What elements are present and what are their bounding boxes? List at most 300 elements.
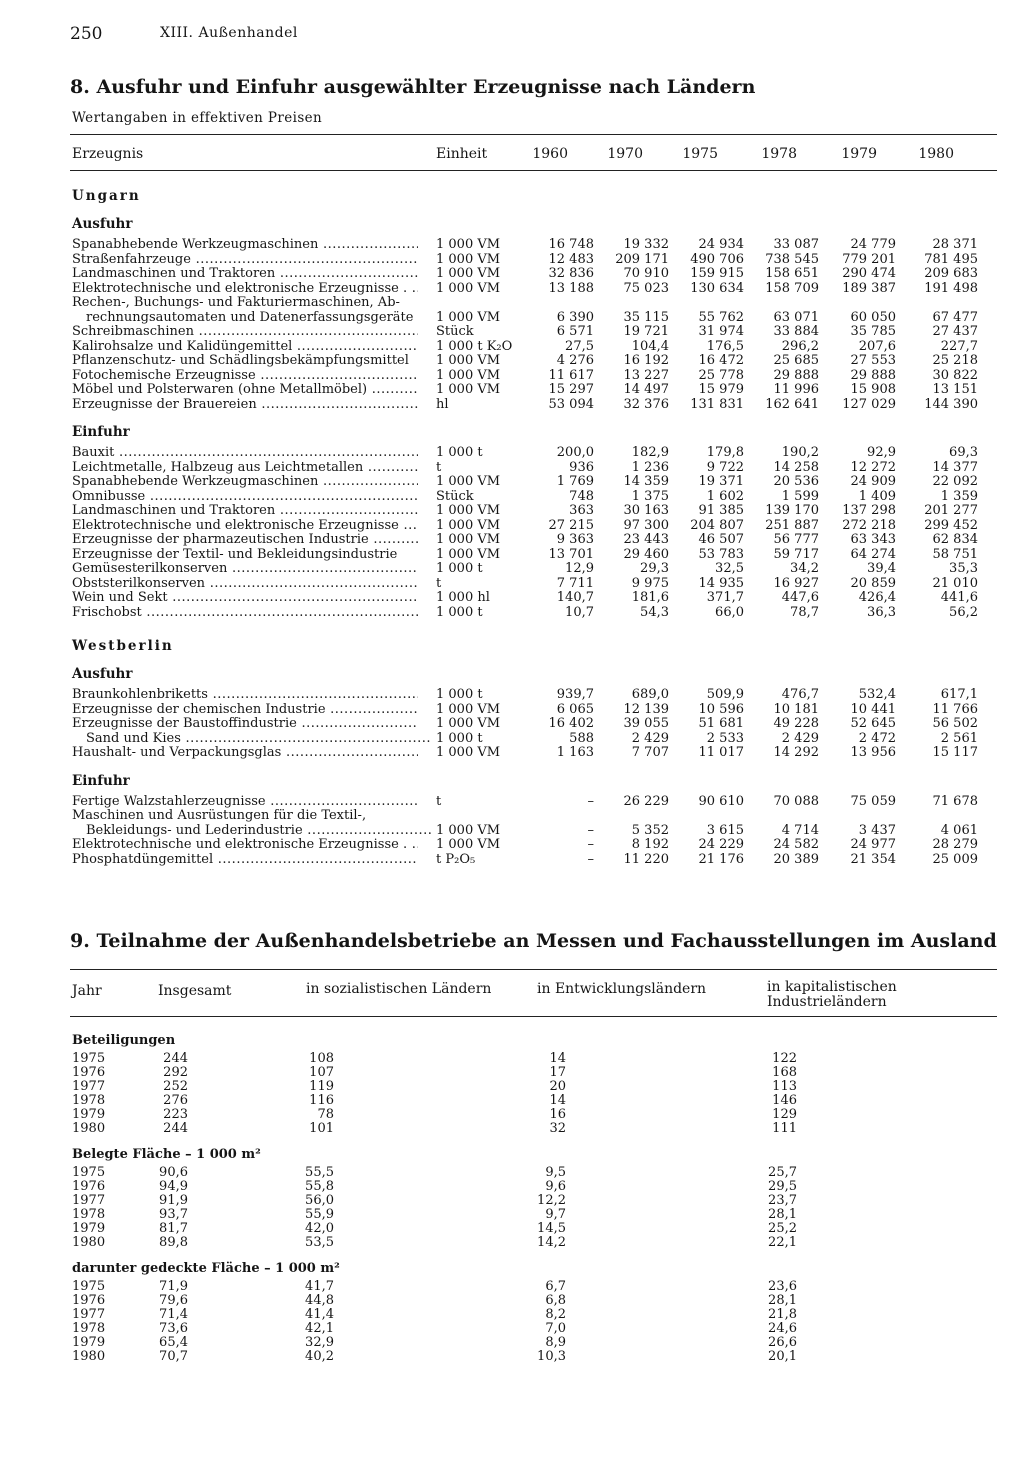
- flow-heading: Einfuhr: [72, 772, 130, 789]
- product-name: Haushalt- und Verpackungsglas .....: [72, 746, 418, 761]
- unit: 1 000 VM: [436, 716, 501, 731]
- value-cell: 29,3: [640, 561, 669, 576]
- value-cell: 24 582: [773, 837, 819, 852]
- value-cell: 14: [549, 1051, 566, 1066]
- unit: t P₂O₅: [436, 851, 476, 867]
- value-cell: 252: [163, 1079, 188, 1094]
- value-cell: 70 910: [623, 266, 669, 281]
- table-row: [0, 1180, 1024, 1194]
- value-cell: 2 561: [940, 730, 978, 746]
- value-cell: 32: [549, 1121, 566, 1136]
- table-row: [0, 533, 1024, 548]
- value-cell: 363: [569, 503, 594, 518]
- unit: 1 000 hl: [436, 590, 490, 605]
- table-row: [0, 1066, 1024, 1080]
- value-cell: 35,3: [949, 561, 978, 576]
- product-name: Phosphatdüngemittel .....: [72, 853, 418, 868]
- table8-col-product: Erzeugnis: [72, 146, 144, 162]
- value-cell: 39 055: [623, 716, 669, 731]
- value-cell: 101: [309, 1121, 334, 1136]
- table-row: [0, 311, 1024, 326]
- value-cell: 1 163: [556, 745, 594, 760]
- value-cell: 139 170: [765, 503, 819, 518]
- value-cell: 936: [569, 459, 594, 475]
- value-cell: 617,1: [940, 687, 978, 702]
- value-cell: 1 409: [858, 488, 896, 504]
- year-cell: 1979: [72, 1221, 106, 1236]
- unit: 1 000 VM: [436, 745, 501, 760]
- table8-col-year: 1978: [761, 146, 797, 162]
- year-cell: 1977: [72, 1193, 106, 1208]
- table-row: [0, 1094, 1024, 1108]
- value-cell: 276: [163, 1093, 188, 1108]
- value-cell: 71 678: [932, 793, 978, 809]
- value-cell: 20: [549, 1079, 566, 1094]
- value-cell: 509,9: [706, 687, 744, 702]
- value-cell: 27 437: [932, 324, 978, 339]
- value-cell: 207,6: [858, 338, 896, 354]
- value-cell: 44,8: [305, 1293, 334, 1308]
- value-cell: 29 460: [623, 546, 669, 562]
- value-cell: 6 390: [556, 309, 594, 325]
- product-name: Braunkohlenbriketts .....: [72, 688, 418, 703]
- value-cell: 32,5: [715, 561, 744, 576]
- value-cell: 223: [163, 1107, 188, 1122]
- product-name: Spanabhebende Werkzeugmaschinen .....: [72, 475, 418, 490]
- table8-header-rule: [70, 170, 997, 171]
- value-cell: 46 507: [698, 532, 744, 547]
- value-cell: 10,3: [537, 1349, 566, 1364]
- value-cell: 28 371: [932, 237, 978, 252]
- value-cell: 56 502: [932, 716, 978, 731]
- value-cell: 6 065: [556, 701, 594, 717]
- value-cell: 24 934: [698, 237, 744, 252]
- value-cell: 140,7: [556, 590, 594, 605]
- value-cell: 28,1: [768, 1293, 797, 1308]
- value-cell: 11 996: [773, 382, 819, 397]
- value-cell: 182,9: [631, 445, 669, 460]
- table-row: [0, 853, 1024, 868]
- year-cell: 1976: [72, 1293, 106, 1308]
- value-cell: 10,7: [565, 604, 594, 620]
- value-cell: 14 359: [623, 474, 669, 489]
- table-row: [0, 490, 1024, 505]
- country-heading: Ungarn: [72, 188, 141, 204]
- table-row: [0, 795, 1024, 810]
- table-row: [0, 824, 1024, 839]
- table-row: [0, 461, 1024, 476]
- year-cell: 1975: [72, 1051, 106, 1066]
- product-name: Erzeugnisse der Brauereien .....: [72, 398, 418, 413]
- table8-col-unit: Einheit: [436, 146, 488, 162]
- product-name: Elektrotechnische und elektronische Erzeugnisse . .....: [72, 838, 418, 853]
- value-cell: 30 163: [623, 503, 669, 518]
- table-row: [0, 1122, 1024, 1136]
- product-name: Erzeugnisse der Textil- und Bekleidungsindustrie: [72, 547, 398, 562]
- table-row: [0, 1294, 1024, 1308]
- unit: 1 000 VM: [436, 837, 501, 852]
- year-cell: 1979: [72, 1335, 106, 1350]
- table-row: [0, 398, 1024, 413]
- table-row: [0, 253, 1024, 268]
- table9-title: 9. Teilnahme der Außenhandelsbetriebe an Messen und Fachausstellungen im Ausland: [70, 930, 997, 952]
- value-cell: 146: [772, 1093, 797, 1108]
- table8-col-year: 1970: [607, 146, 643, 162]
- value-cell: 14 292: [773, 745, 819, 760]
- product-name: Fertige Walzstahlerzeugnisse .....: [72, 795, 418, 810]
- product-name: Erzeugnisse der chemischen Industrie .....: [72, 703, 418, 718]
- table-row: [0, 446, 1024, 461]
- value-cell: 14 935: [698, 575, 744, 591]
- value-cell: 476,7: [781, 687, 819, 702]
- table8-col-year: 1975: [682, 146, 718, 162]
- value-cell: 162 641: [765, 396, 819, 412]
- table-row: [0, 732, 1024, 747]
- value-cell: 107: [309, 1065, 334, 1080]
- value-cell: 34,2: [790, 561, 819, 576]
- value-cell: 7,0: [545, 1321, 566, 1336]
- value-cell: 32 376: [623, 396, 669, 412]
- product-name: Maschinen und Ausrüstungen für die Textil-,: [72, 809, 367, 823]
- value-cell: 9,6: [545, 1179, 566, 1194]
- table-row: [0, 1108, 1024, 1122]
- block-heading: Belegte Fläche – 1 000 m²: [72, 1147, 261, 1162]
- value-cell: 292: [163, 1065, 188, 1080]
- value-cell: 14,2: [537, 1235, 566, 1250]
- value-cell: 127 029: [842, 396, 896, 412]
- unit: 1 000 VM: [436, 474, 501, 489]
- value-cell: –: [587, 793, 594, 809]
- product-name: Bekleidungs- und Lederindustrie .....: [86, 824, 432, 839]
- value-cell: 5 352: [631, 822, 669, 838]
- unit: 1 000 VM: [436, 367, 501, 383]
- value-cell: 25 685: [773, 353, 819, 368]
- value-cell: 75 023: [623, 280, 669, 296]
- value-cell: 14,5: [537, 1221, 566, 1236]
- value-cell: 56,2: [949, 604, 978, 620]
- value-cell: 91 385: [698, 503, 744, 518]
- value-cell: 90,6: [159, 1165, 188, 1180]
- value-cell: 13 701: [548, 546, 594, 562]
- year-cell: 1980: [72, 1349, 106, 1364]
- value-cell: 20 389: [773, 851, 819, 867]
- table-row: [0, 519, 1024, 534]
- table-row: [0, 340, 1024, 355]
- value-cell: 158 651: [765, 266, 819, 281]
- value-cell: 52 645: [850, 716, 896, 731]
- value-cell: 22 092: [932, 474, 978, 489]
- unit: t: [436, 575, 442, 591]
- product-name: Omnibusse .....: [72, 490, 418, 505]
- unit: Stück: [436, 324, 474, 339]
- value-cell: 8,2: [545, 1307, 566, 1322]
- value-cell: 189 387: [842, 280, 896, 296]
- table9-col-year: Jahr: [72, 983, 102, 999]
- value-cell: 159 915: [690, 266, 744, 281]
- value-cell: 25,2: [768, 1221, 797, 1236]
- value-cell: 16 927: [773, 575, 819, 591]
- table9-col-capitalist-2: Industrieländern: [767, 994, 887, 1010]
- value-cell: 131 831: [690, 396, 744, 412]
- value-cell: 201 277: [924, 503, 978, 518]
- value-cell: 21 010: [932, 575, 978, 591]
- value-cell: 111: [772, 1121, 797, 1136]
- table-row: [0, 1052, 1024, 1066]
- unit: 1 000 t: [436, 604, 483, 620]
- value-cell: 53,5: [305, 1235, 334, 1250]
- value-cell: 63 343: [850, 532, 896, 547]
- value-cell: 108: [309, 1051, 334, 1066]
- value-cell: 78: [317, 1107, 334, 1122]
- value-cell: 3 437: [858, 822, 896, 838]
- value-cell: 12 272: [850, 459, 896, 475]
- table-row: [0, 577, 1024, 592]
- value-cell: 4 276: [556, 353, 594, 368]
- value-cell: 8,9: [545, 1335, 566, 1350]
- value-cell: 137 298: [842, 503, 896, 518]
- year-cell: 1979: [72, 1107, 106, 1122]
- value-cell: 15 117: [932, 745, 978, 760]
- value-cell: 69,3: [949, 445, 978, 460]
- block-heading: darunter gedeckte Fläche – 1 000 m²: [72, 1261, 340, 1276]
- value-cell: 53 783: [698, 546, 744, 562]
- value-cell: 17: [549, 1065, 566, 1080]
- year-cell: 1975: [72, 1279, 106, 1294]
- flow-heading: Einfuhr: [72, 424, 130, 440]
- value-cell: 79,6: [159, 1293, 188, 1308]
- product-name: Obststerilkonserven .....: [72, 577, 418, 592]
- table-row: [0, 591, 1024, 606]
- table8-title: 8. Ausfuhr und Einfuhr ausgewählter Erzeugnisse nach Ländern: [70, 76, 756, 98]
- value-cell: 41,7: [305, 1279, 334, 1294]
- value-cell: 70,7: [159, 1349, 188, 1364]
- product-name: Gemüsesterilkonserven .....: [72, 562, 418, 577]
- unit: 1 000 VM: [436, 353, 501, 368]
- value-cell: 42,0: [305, 1221, 334, 1236]
- product-name: Straßenfahrzeuge .....: [72, 253, 418, 268]
- value-cell: 70 088: [773, 793, 819, 809]
- value-cell: 54,3: [640, 604, 669, 620]
- value-cell: 209 683: [924, 266, 978, 281]
- value-cell: 29,5: [768, 1179, 797, 1194]
- value-cell: 426,4: [858, 590, 896, 605]
- value-cell: 56,0: [305, 1193, 334, 1208]
- value-cell: 35 785: [850, 324, 896, 339]
- value-cell: 25 218: [932, 353, 978, 368]
- unit: 1 000 t K₂O: [436, 338, 513, 354]
- value-cell: 21,8: [768, 1307, 797, 1322]
- product-name: Wein und Sekt .....: [72, 591, 418, 606]
- value-cell: 10 181: [773, 701, 819, 717]
- value-cell: 122: [772, 1051, 797, 1066]
- value-cell: 62 834: [932, 532, 978, 547]
- value-cell: 2 533: [706, 730, 744, 746]
- year-cell: 1980: [72, 1235, 106, 1250]
- value-cell: 179,8: [706, 445, 744, 460]
- product-name: rechnungsautomaten und Datenerfassungsgeräte: [86, 310, 414, 325]
- value-cell: 13 956: [850, 745, 896, 760]
- unit: 1 000 VM: [436, 517, 501, 533]
- product-name: Landmaschinen und Traktoren .....: [72, 267, 418, 282]
- value-cell: 67 477: [932, 309, 978, 325]
- value-cell: 19 332: [623, 237, 669, 252]
- value-cell: 532,4: [858, 687, 896, 702]
- value-cell: 21 354: [850, 851, 896, 867]
- value-cell: 11 017: [698, 745, 744, 760]
- table8-col-year: 1960: [532, 146, 568, 162]
- table-row: [0, 703, 1024, 718]
- value-cell: 32,9: [305, 1335, 334, 1350]
- value-cell: 2 429: [781, 730, 819, 746]
- value-cell: 11 766: [932, 701, 978, 717]
- table-row: [0, 475, 1024, 490]
- table-row: [0, 1222, 1024, 1236]
- value-cell: 36,3: [867, 604, 896, 620]
- product-name: Pflanzenschutz- und Schädlingsbekämpfungsmittel: [72, 354, 409, 368]
- table8-col-year: 1979: [841, 146, 877, 162]
- table-row: [0, 383, 1024, 398]
- value-cell: 181,6: [631, 590, 669, 605]
- value-cell: 3 615: [706, 822, 744, 838]
- value-cell: 24 229: [698, 837, 744, 852]
- value-cell: 42,1: [305, 1321, 334, 1336]
- unit: hl: [436, 396, 449, 412]
- value-cell: –: [587, 851, 594, 867]
- value-cell: 12,2: [537, 1193, 566, 1208]
- value-cell: 13 188: [548, 280, 594, 296]
- value-cell: 9,7: [545, 1207, 566, 1222]
- value-cell: 16 748: [548, 237, 594, 252]
- value-cell: 200,0: [556, 445, 594, 460]
- value-cell: 13 227: [623, 367, 669, 383]
- value-cell: 78,7: [790, 604, 819, 620]
- value-cell: 209 171: [615, 251, 669, 267]
- value-cell: 49 228: [773, 716, 819, 731]
- value-cell: 191 498: [924, 280, 978, 296]
- value-cell: 588: [569, 730, 594, 746]
- unit: t: [436, 459, 442, 475]
- value-cell: 20,1: [768, 1349, 797, 1364]
- value-cell: 73,6: [159, 1321, 188, 1336]
- unit: 1 000 VM: [436, 532, 501, 547]
- value-cell: 94,9: [159, 1179, 188, 1194]
- value-cell: 71,9: [159, 1279, 188, 1294]
- unit: 1 000 VM: [436, 251, 501, 267]
- page-number: 250: [70, 24, 103, 44]
- value-cell: 9 975: [631, 575, 669, 591]
- value-cell: 55,9: [305, 1207, 334, 1222]
- value-cell: 9 722: [706, 459, 744, 475]
- value-cell: 176,5: [706, 338, 744, 354]
- unit: 1 000 VM: [436, 822, 501, 838]
- value-cell: 4 714: [781, 822, 819, 838]
- value-cell: 371,7: [706, 590, 744, 605]
- value-cell: 26 229: [623, 793, 669, 809]
- table-row: [0, 688, 1024, 703]
- value-cell: 168: [772, 1065, 797, 1080]
- value-cell: 29 888: [773, 367, 819, 383]
- product-name: Möbel und Polsterwaren (ohne Metallmöbel) .....: [72, 383, 418, 398]
- value-cell: 75 059: [850, 793, 896, 809]
- value-cell: 55,5: [305, 1165, 334, 1180]
- table9-col-socialist: in sozialistischen Ländern: [306, 981, 492, 997]
- value-cell: 63 071: [773, 309, 819, 325]
- table-row: [0, 282, 1024, 297]
- unit: 1 000 t: [436, 687, 483, 702]
- value-cell: 144 390: [924, 396, 978, 412]
- value-cell: 251 887: [765, 517, 819, 533]
- value-cell: 2 472: [858, 730, 896, 746]
- value-cell: 66,0: [715, 604, 744, 620]
- value-cell: 60 050: [850, 309, 896, 325]
- value-cell: 14 258: [773, 459, 819, 475]
- year-cell: 1977: [72, 1079, 106, 1094]
- table-row: [0, 1208, 1024, 1222]
- unit: 1 000 VM: [436, 309, 501, 325]
- value-cell: 56 777: [773, 532, 819, 547]
- value-cell: 81,7: [159, 1221, 188, 1236]
- value-cell: 4 061: [940, 822, 978, 838]
- table-row: [0, 562, 1024, 577]
- value-cell: 30 822: [932, 367, 978, 383]
- table-row: [0, 1194, 1024, 1208]
- value-cell: 24 909: [850, 474, 896, 489]
- value-cell: 59 717: [773, 546, 819, 562]
- unit: 1 000 VM: [436, 237, 501, 252]
- table9-header-rule: [70, 1016, 997, 1017]
- value-cell: 11 617: [548, 367, 594, 383]
- value-cell: 16 472: [698, 353, 744, 368]
- value-cell: 272 218: [842, 517, 896, 533]
- value-cell: 738 545: [765, 251, 819, 267]
- value-cell: 39,4: [867, 561, 896, 576]
- value-cell: –: [587, 822, 594, 838]
- table-row: [0, 1236, 1024, 1250]
- year-cell: 1975: [72, 1165, 106, 1180]
- table-row: [0, 1080, 1024, 1094]
- value-cell: 26,6: [768, 1335, 797, 1350]
- value-cell: 6,7: [545, 1279, 566, 1294]
- table-row: [0, 1280, 1024, 1294]
- value-cell: 11 220: [623, 851, 669, 867]
- value-cell: 130 634: [690, 280, 744, 296]
- value-cell: 27,5: [565, 338, 594, 354]
- unit: 1 000 VM: [436, 503, 501, 518]
- value-cell: 129: [772, 1107, 797, 1122]
- value-cell: 24,6: [768, 1321, 797, 1336]
- year-cell: 1980: [72, 1121, 106, 1136]
- table9-col-capitalist-1: in kapitalistischen: [767, 979, 897, 995]
- value-cell: 19 721: [623, 324, 669, 339]
- year-cell: 1976: [72, 1065, 106, 1080]
- unit: 1 000 VM: [436, 266, 501, 281]
- value-cell: 14: [549, 1093, 566, 1108]
- value-cell: 24 977: [850, 837, 896, 852]
- table9-top-rule: [70, 969, 997, 970]
- value-cell: 23,7: [768, 1193, 797, 1208]
- flow-heading: Ausfuhr: [72, 666, 133, 682]
- value-cell: 31 974: [698, 324, 744, 339]
- flow-heading: Ausfuhr: [72, 216, 133, 232]
- table-row: [0, 1336, 1024, 1350]
- value-cell: 244: [163, 1051, 188, 1066]
- value-cell: 25 778: [698, 367, 744, 383]
- value-cell: 24 779: [850, 237, 896, 252]
- value-cell: 32 836: [548, 266, 594, 281]
- value-cell: 6,8: [545, 1293, 566, 1308]
- value-cell: 27 215: [548, 517, 594, 533]
- value-cell: 9 363: [556, 532, 594, 547]
